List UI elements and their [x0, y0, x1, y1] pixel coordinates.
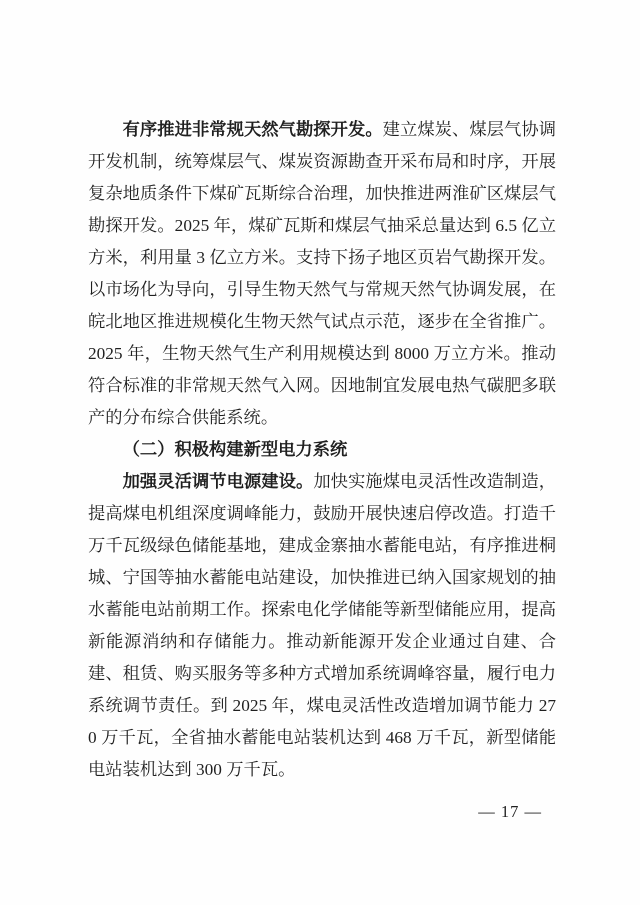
paragraph-unconventional-gas [88, 114, 556, 434]
paragraph-power-system [88, 466, 556, 786]
paragraph-lead-sentence: 加强灵活调节电源建设。 [122, 472, 314, 491]
paragraph-lead-sentence: 有序推进非常规天然气勘探开发。 [122, 120, 383, 139]
paragraph-body-text: 加快实施煤电灵活性改造制造，提高煤电机组深度调峰能力，鼓励开展快速启停改造。打造千万千瓦级绿色储能基地，建成金寨抽水蓄能电站，有序推进桐城、宁国等抽水蓄能电站建设，加快推进已纳入国家规划的抽水蓄能电站前期工作。探索电化学储能等新型储能应用，提高新能源消纳和存储能力。推动新能源开发企业通过自建、合建、租赁、购买服务等多种方式增加系统调峰容量，履行电力系统调节责任。到 2025 年，煤电灵活性改造增加调节能力 270 万千瓦，全省抽水蓄能电站装机达到 468 万千瓦，新型储能电站装机达到 300 万千瓦。 [88, 472, 556, 779]
page-number: — 17 — [478, 802, 542, 821]
paragraph-body-text: 建立煤炭、煤层气协调开发机制，统筹煤层气、煤炭资源勘查开采布局和时序，开展复杂地质条件下煤矿瓦斯综合治理，加快推进两淮矿区煤层气勘探开发。2025 年，煤矿瓦斯和煤层气抽采总量达到 6.5 亿立方米，利用量 3 亿立方米。支持下扬子地区页岩气勘探开发。以市场化为导向，引导生物天然气与常规天然气协调发展，在皖北地区推进规模化生物天然气试点示范，逐步在全省推广。2025 年，生物天然气生产利用规模达到 8000 万立方米。推动符合标准的非常规天然气入网。因地制宜发展电热气碳肥多联产的分布综合供能系统。 [88, 120, 556, 427]
page-text-block [88, 114, 556, 786]
section-heading: （二）积极构建新型电力系统 [122, 440, 348, 459]
